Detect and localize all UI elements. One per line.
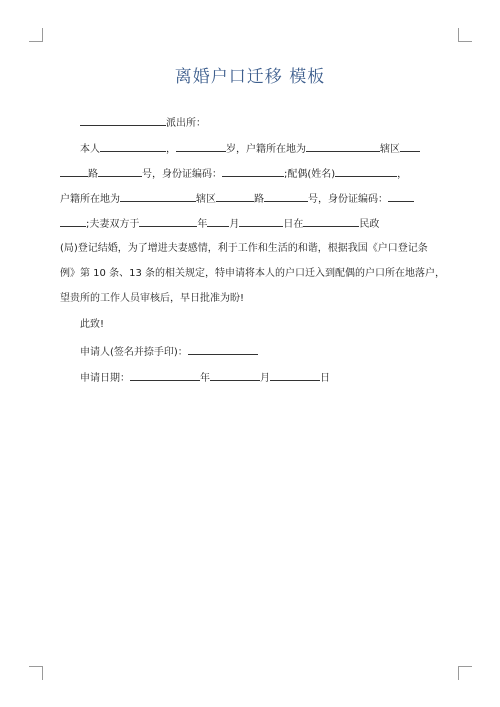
body-line-8: 望贵所的工作人员审核后，早日批准为盼! (60, 293, 245, 304)
addressee-line (60, 114, 440, 131)
application-date-line (60, 369, 440, 386)
crop-mark-top-left (29, 28, 43, 42)
month-label: 月 (229, 219, 240, 230)
civil-affairs-blank[interactable] (303, 215, 359, 227)
spouse-residence-blank[interactable] (120, 190, 196, 202)
district-blank[interactable] (400, 140, 420, 152)
spouse-residence-label: 户籍所在地为 (60, 194, 120, 205)
year-label: 年 (200, 373, 210, 384)
district-label: 辖区 (196, 194, 216, 205)
application-year-blank[interactable] (130, 369, 200, 381)
crop-mark-bottom-left (29, 666, 43, 680)
spouse-name-label: ;配偶(姓名) (284, 169, 336, 180)
document-title: 离婚户口迁移 模板 (174, 67, 326, 87)
closing-line (60, 318, 440, 332)
application-day-blank[interactable] (270, 369, 320, 381)
crop-mark-bottom-right (458, 666, 472, 680)
body-line-5 (60, 215, 440, 232)
name-blank[interactable] (100, 140, 166, 152)
spouse-name-blank[interactable] (335, 165, 397, 177)
month-label: 月 (260, 373, 270, 384)
applicant-signature-label: 申请人(签名并捺手印)： (80, 347, 188, 358)
applicant-signature-line (60, 343, 440, 360)
road-prefix-blank[interactable] (60, 165, 88, 177)
self-label: 本人 (80, 144, 100, 155)
id-number-label: 号，身份证编码： (142, 169, 222, 180)
civil-affairs-label: 民政 (359, 219, 380, 230)
road-number-blank[interactable] (98, 165, 142, 177)
district-label: 辖区 (380, 144, 400, 155)
application-date-label: 申请日期： (80, 373, 130, 384)
comma-text: ， (166, 144, 176, 155)
marriage-month-blank[interactable] (207, 215, 229, 227)
spouse-district-blank[interactable] (216, 190, 254, 202)
marriage-date-label: ;夫妻双方于 (86, 219, 140, 230)
year-label: 年 (197, 219, 208, 230)
body-line-7: 例》第 10 条、13 条的相关规定，特申请将本人的户口迁入到配偶的户口所在地落户， (60, 268, 445, 279)
police-station-blank[interactable] (80, 114, 166, 126)
age-residence-label: 岁，户籍所在地为 (226, 144, 306, 155)
day-label: 日 (320, 373, 330, 384)
road-label: 路 (88, 169, 98, 180)
addressee-label: 派出所： (166, 118, 206, 129)
marriage-day-blank[interactable] (239, 215, 283, 227)
spouse-id-label: 号，身份证编码： (308, 194, 388, 205)
spouse-id-blank-cont[interactable] (60, 215, 86, 227)
body-line-3 (60, 165, 440, 182)
residence-blank[interactable] (306, 140, 380, 152)
spouse-id-blank[interactable] (388, 190, 414, 202)
crop-mark-top-right (458, 28, 472, 42)
id-number-blank[interactable] (222, 165, 284, 177)
closing-text: 此致! (80, 319, 105, 330)
body-line-6: (局)登记结婚，为了增进夫妻感情，利于工作和生活的和谐，根据我国《户口登记条 (60, 243, 428, 254)
comma-text: ， (397, 169, 408, 180)
body-line-4 (60, 190, 440, 207)
age-blank[interactable] (176, 140, 226, 152)
road-label: 路 (254, 194, 264, 205)
spouse-road-blank[interactable] (264, 190, 308, 202)
day-at-label: 日在 (283, 219, 304, 230)
applicant-signature-blank[interactable] (188, 343, 258, 355)
application-month-blank[interactable] (210, 369, 260, 381)
body-line-2 (60, 140, 440, 157)
marriage-year-blank[interactable] (139, 215, 197, 227)
